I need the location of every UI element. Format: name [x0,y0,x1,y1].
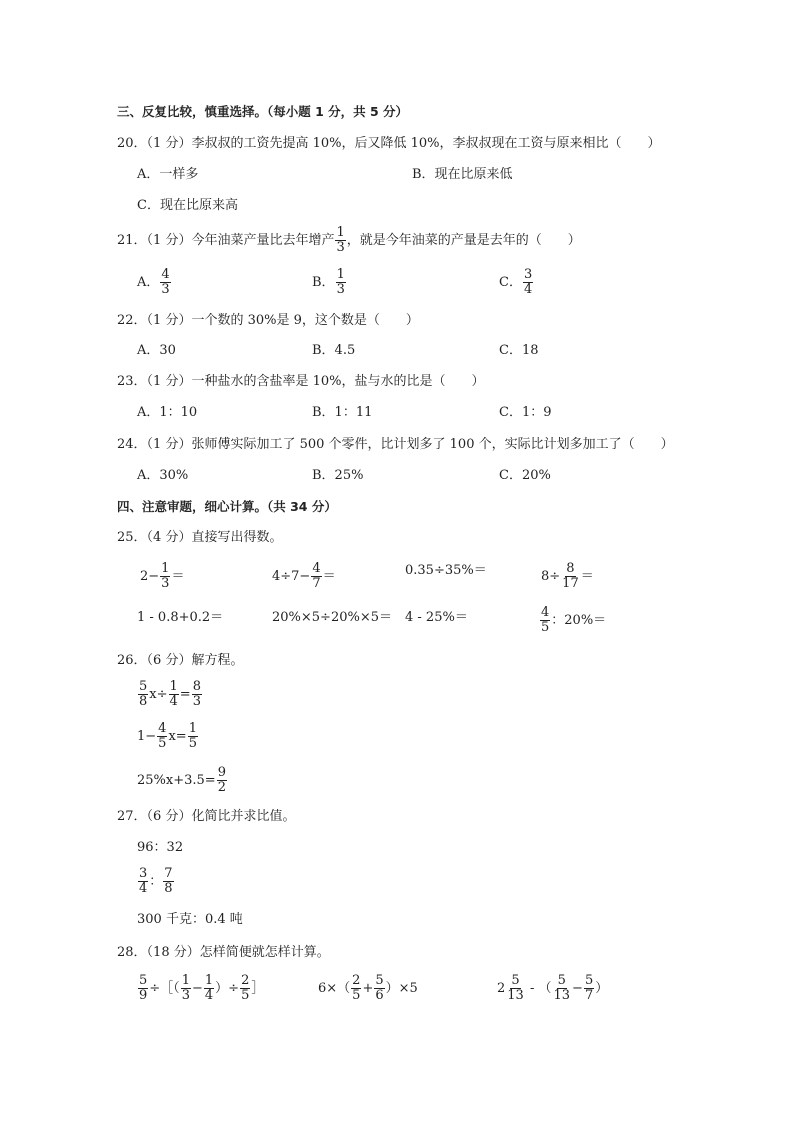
fraction: $\frac{5}{7}$ [584,973,594,1003]
q20-option-a: A．一样多 [137,167,199,182]
fraction: $\frac{1}{3}$ [161,561,170,591]
fraction: $\frac{1}{5}$ [188,721,197,751]
q22-option-b: B．4.5 [312,343,356,358]
fraction: $\frac{4}{5}$ [158,721,167,751]
fraction: $\frac{1}{4}$ [169,679,178,709]
q26-equation-3: 25%x+3.5= $\frac{9}{2}$ [137,765,226,795]
q28-calc-3: 2 $\frac{5}{13}$ - （ $\frac{5}{13}$ − $\frac{5}{7}$ ） [497,973,609,1003]
section-4-title: 四、注意审题，细心计算。（共 34 分） [117,499,337,514]
question-25-stem: 25．（4 分）直接写出得数。 [117,530,283,545]
fraction: $\frac{8}{3}$ [192,679,201,709]
fraction: $\frac{5}{13}$ [507,973,524,1003]
fraction: $\frac{8}{17}$ [562,561,579,591]
q25-expr-8: $\frac{4}{5}$ ：20%＝ [541,605,607,635]
fraction: $\frac{5}{13}$ [553,973,571,1003]
fraction: $\frac{5}{8}$ [139,679,148,709]
section-3-title: 三、反复比较，慎重选择。（每小题 1 分，共 5 分） [117,104,409,119]
q27-ratio-1: 96：32 [137,840,184,855]
fraction: $\frac{3}{4}$ [523,267,533,297]
question-23-stem: 23．（1 分）一种盐水的含盐率是 10%，盐与水的比是（ ） [117,374,485,389]
fraction: $\frac{7}{8}$ [164,866,173,896]
q23-option-b: B．1：11 [312,405,373,420]
q24-option-c: C．20% [499,468,551,483]
question-20-stem: 20．（1 分）李叔叔的工资先提高 10%，后又降低 10%，李叔叔现在工资与原来相比（ ） [117,136,661,151]
q25-expr-5: 1 - 0.8+0.2＝ [137,610,224,625]
q23-option-c: C．1：9 [499,405,552,420]
q28-calc-2: 6×（ $\frac{2}{5}$ + $\frac{5}{6}$ ）×5 [318,973,418,1003]
fraction: $\frac{5}{9}$ [139,973,148,1003]
q25-expr-3: 0.35÷35%＝ [405,563,487,578]
q24-option-a: A．30% [137,468,189,483]
fraction: $\frac{1}{3}$ [336,225,345,255]
fraction: $\frac{1}{3}$ [181,973,190,1003]
fraction: $\frac{5}{6}$ [375,973,384,1003]
q21-option-a: A． $\frac{4}{3}$ [137,267,170,297]
question-22-stem: 22．（1 分）一个数的 30%是 9，这个数是（ ） [117,313,419,328]
fraction: $\frac{2}{5}$ [241,973,250,1003]
q24-option-b: B．25% [312,468,364,483]
q26-equation-2: 1− $\frac{4}{5}$ x= $\frac{1}{5}$ [137,721,197,751]
question-24-stem: 24．（1 分）张师傅实际加工了 500 个零件，比计划多了 100 个，实际比计划多加工了（ ） [117,437,674,452]
fraction: $\frac{1}{3}$ [336,267,345,297]
q27-ratio-3: 300 千克：0.4 吨 [137,912,243,927]
q21-option-c: C． $\frac{3}{4}$ [499,267,533,297]
q25-expr-1: 2− $\frac{1}{3}$ ＝ [140,561,185,591]
fraction: $\frac{1}{4}$ [204,973,214,1003]
q27-ratio-2: $\frac{3}{4}$ ： $\frac{7}{8}$ [139,866,173,896]
q25-expr-6: 20%×5÷20%×5＝ [272,610,393,625]
q21-option-b: B． $\frac{1}{3}$ [312,267,345,297]
fraction: $\frac{3}{4}$ [139,866,148,896]
question-28-stem: 28．（18 分）怎样简便就怎样计算。 [117,945,330,960]
fraction: $\frac{9}{2}$ [217,765,226,795]
q21-stem-text-post: ，就是今年油菜的产量是去年的（ ） [346,233,581,248]
q21-stem-text: 21．（1 分）今年油菜产量比去年增产 [117,233,335,248]
q26-equation-1: $\frac{5}{8}$ x÷ $\frac{1}{4}$ = $\frac{8}{3}$ [139,679,201,709]
q25-expr-4: 8÷ $\frac{8}{17}$ ＝ [541,561,594,591]
q20-option-b: B．现在比原来低 [412,167,513,182]
q25-expr-7: 4 - 25%＝ [405,610,468,625]
question-26-stem: 26．（6 分）解方程。 [117,653,244,668]
q22-option-a: A．30 [137,343,176,358]
fraction: $\frac{4}{7}$ [312,561,321,591]
question-27-stem: 27．（6 分）化简比并求比值。 [117,809,296,824]
question-21-stem [117,226,581,255]
fraction: $\frac{4}{5}$ [541,605,550,635]
q25-expr-2: 4÷7− $\frac{4}{7}$ ＝ [272,561,336,591]
fraction: $\frac{4}{3}$ [161,267,170,297]
q20-option-c: C．现在比原来高 [137,198,238,213]
q23-option-a: A．1：10 [137,405,198,420]
fraction: $\frac{2}{5}$ [352,973,361,1003]
q28-calc-1: $\frac{5}{9}$ ÷［（ $\frac{1}{3}$ − $\frac{1}{4}$ ）÷ $\frac{2}{5}$ ］ [139,973,265,1003]
q22-option-c: C．18 [499,343,539,358]
